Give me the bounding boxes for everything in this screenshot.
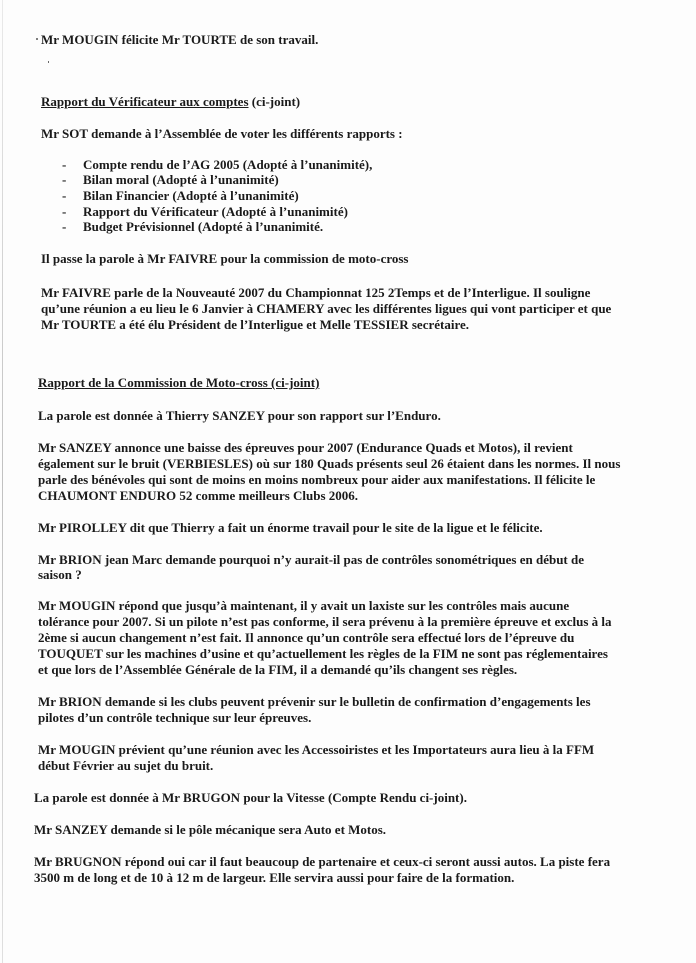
heading-verificateur <box>41 94 300 109</box>
list-item: Rapport du Vérificateur (Adopté à l’unanimité) <box>83 204 348 219</box>
list-item: Budget Prévisionnel (Adopté à l’unanimité. <box>83 219 324 234</box>
text-line: également sur le bruit (VERBIESLES) où sur 180 Quads présents seul 26 étaient dans les normes. Il nous <box>38 456 621 471</box>
text-line: Il passe la parole à Mr FAIVRE pour la commission de moto-cross <box>41 251 409 266</box>
text-line: Mr SANZEY demande si le pôle mécanique sera Auto et Motos. <box>34 822 387 837</box>
text-line: pilotes d’un contrôle technique sur leur épreuves. <box>38 710 312 725</box>
text-line: parle des bénévoles qui sont de moins en moins nombreux pour aider aux manifestations. Il félicite le <box>38 472 596 487</box>
text-line: 3500 m de long et de 10 à 12 m de largeur. Elle servira aussi pour faire de la formation. <box>34 870 515 885</box>
text-line: et que lors de l’Assemblée Générale de la FIM, il a demandé qu’ils changent ses règles. <box>38 662 518 677</box>
text-line: Mr BRUGNON répond oui car il faut beaucoup de partenaire et ceux-ci seront aussi autos. La piste fera <box>34 854 611 869</box>
text-line: Mr FAIVRE parle de la Nouveauté 2007 du Championnat 125 2Temps et de l’Interligue. Il souligne <box>41 285 591 300</box>
text-line: Mr MOUGIN répond que jusqu’à maintenant, il y avait un laxiste sur les contrôles mais aucune <box>38 598 570 613</box>
text-line: Mr MOUGIN félicite Mr TOURTE de son travail. <box>41 32 319 47</box>
text-line: La parole est donnée à Mr BRUGON pour la Vitesse (Compte Rendu ci-joint). <box>34 790 467 805</box>
text-line: Mr BRION jean Marc demande pourquoi n’y aurait-il pas de contrôles sonométriques en début de <box>38 552 585 567</box>
list-bullet: - <box>62 188 67 203</box>
text-line: saison ? <box>38 567 82 582</box>
text-line: Mr TOURTE a été élu Président de l’Interligue et Melle TESSIER secrétaire. <box>41 317 469 332</box>
text-line: 2ème si aucun changement n’est fait. Il annonce qu’un contrôle sera effectué lors de l’épreuve du <box>38 630 575 645</box>
text-line: tolérance pour 2007. Si un pilote n’est pas conforme, il sera prévenu à la première épreuve et exclus à la <box>38 614 612 629</box>
text-line: qu’une réunion a eu lieu le 6 Janvier à CHAMERY avec les différentes ligues qui vont participer et que <box>41 301 612 316</box>
list-item: Bilan Financier (Adopté à l’unanimité) <box>83 188 299 203</box>
heading-verificateur-note: (ci-joint) <box>248 94 301 109</box>
list-bullet: - <box>62 219 67 234</box>
text-line: CHAUMONT ENDURO 52 comme meilleurs Clubs 2006. <box>38 488 359 503</box>
list-item: Bilan moral (Adopté à l’unanimité) <box>83 172 279 187</box>
text-line: Mr SOT demande à l’Assemblée de voter les différents rapports : <box>41 126 403 141</box>
text-line: Mr MOUGIN prévient qu’une réunion avec les Accessoiristes et les Importateurs aura lieu à la FFM <box>38 742 595 757</box>
heading-motocross: Rapport de la Commission de Moto-cross (ci-joint) <box>38 375 320 390</box>
text-line: Mr BRION demande si les clubs peuvent prévenir sur le bulletin de confirmation d’engagements les <box>38 694 591 709</box>
scan-speck <box>36 38 38 40</box>
list-bullet: - <box>62 204 67 219</box>
scan-edge <box>2 0 3 963</box>
text-line: TOUQUET sur les machines d’usine et qu’actuellement les règles de la FIM ne sont pas réglementaires <box>38 646 608 661</box>
text-line: Mr PIROLLEY dit que Thierry a fait un énorme travail pour le site de la ligue et le félicite. <box>38 520 543 535</box>
scan-speck <box>48 61 49 63</box>
heading-verificateur-title: Rapport du Vérificateur aux comptes <box>41 94 249 109</box>
text-line: La parole est donnée à Thierry SANZEY pour son rapport sur l’Enduro. <box>38 408 441 423</box>
list-bullet: - <box>62 157 67 172</box>
list-item: Compte rendu de l’AG 2005 (Adopté à l’unanimité), <box>83 157 373 172</box>
text-line: Mr SANZEY annonce une baisse des épreuves pour 2007 (Endurance Quads et Motos), il revient <box>38 440 573 455</box>
text-line: début Février au sujet du bruit. <box>38 758 214 773</box>
list-bullet: - <box>62 172 67 187</box>
